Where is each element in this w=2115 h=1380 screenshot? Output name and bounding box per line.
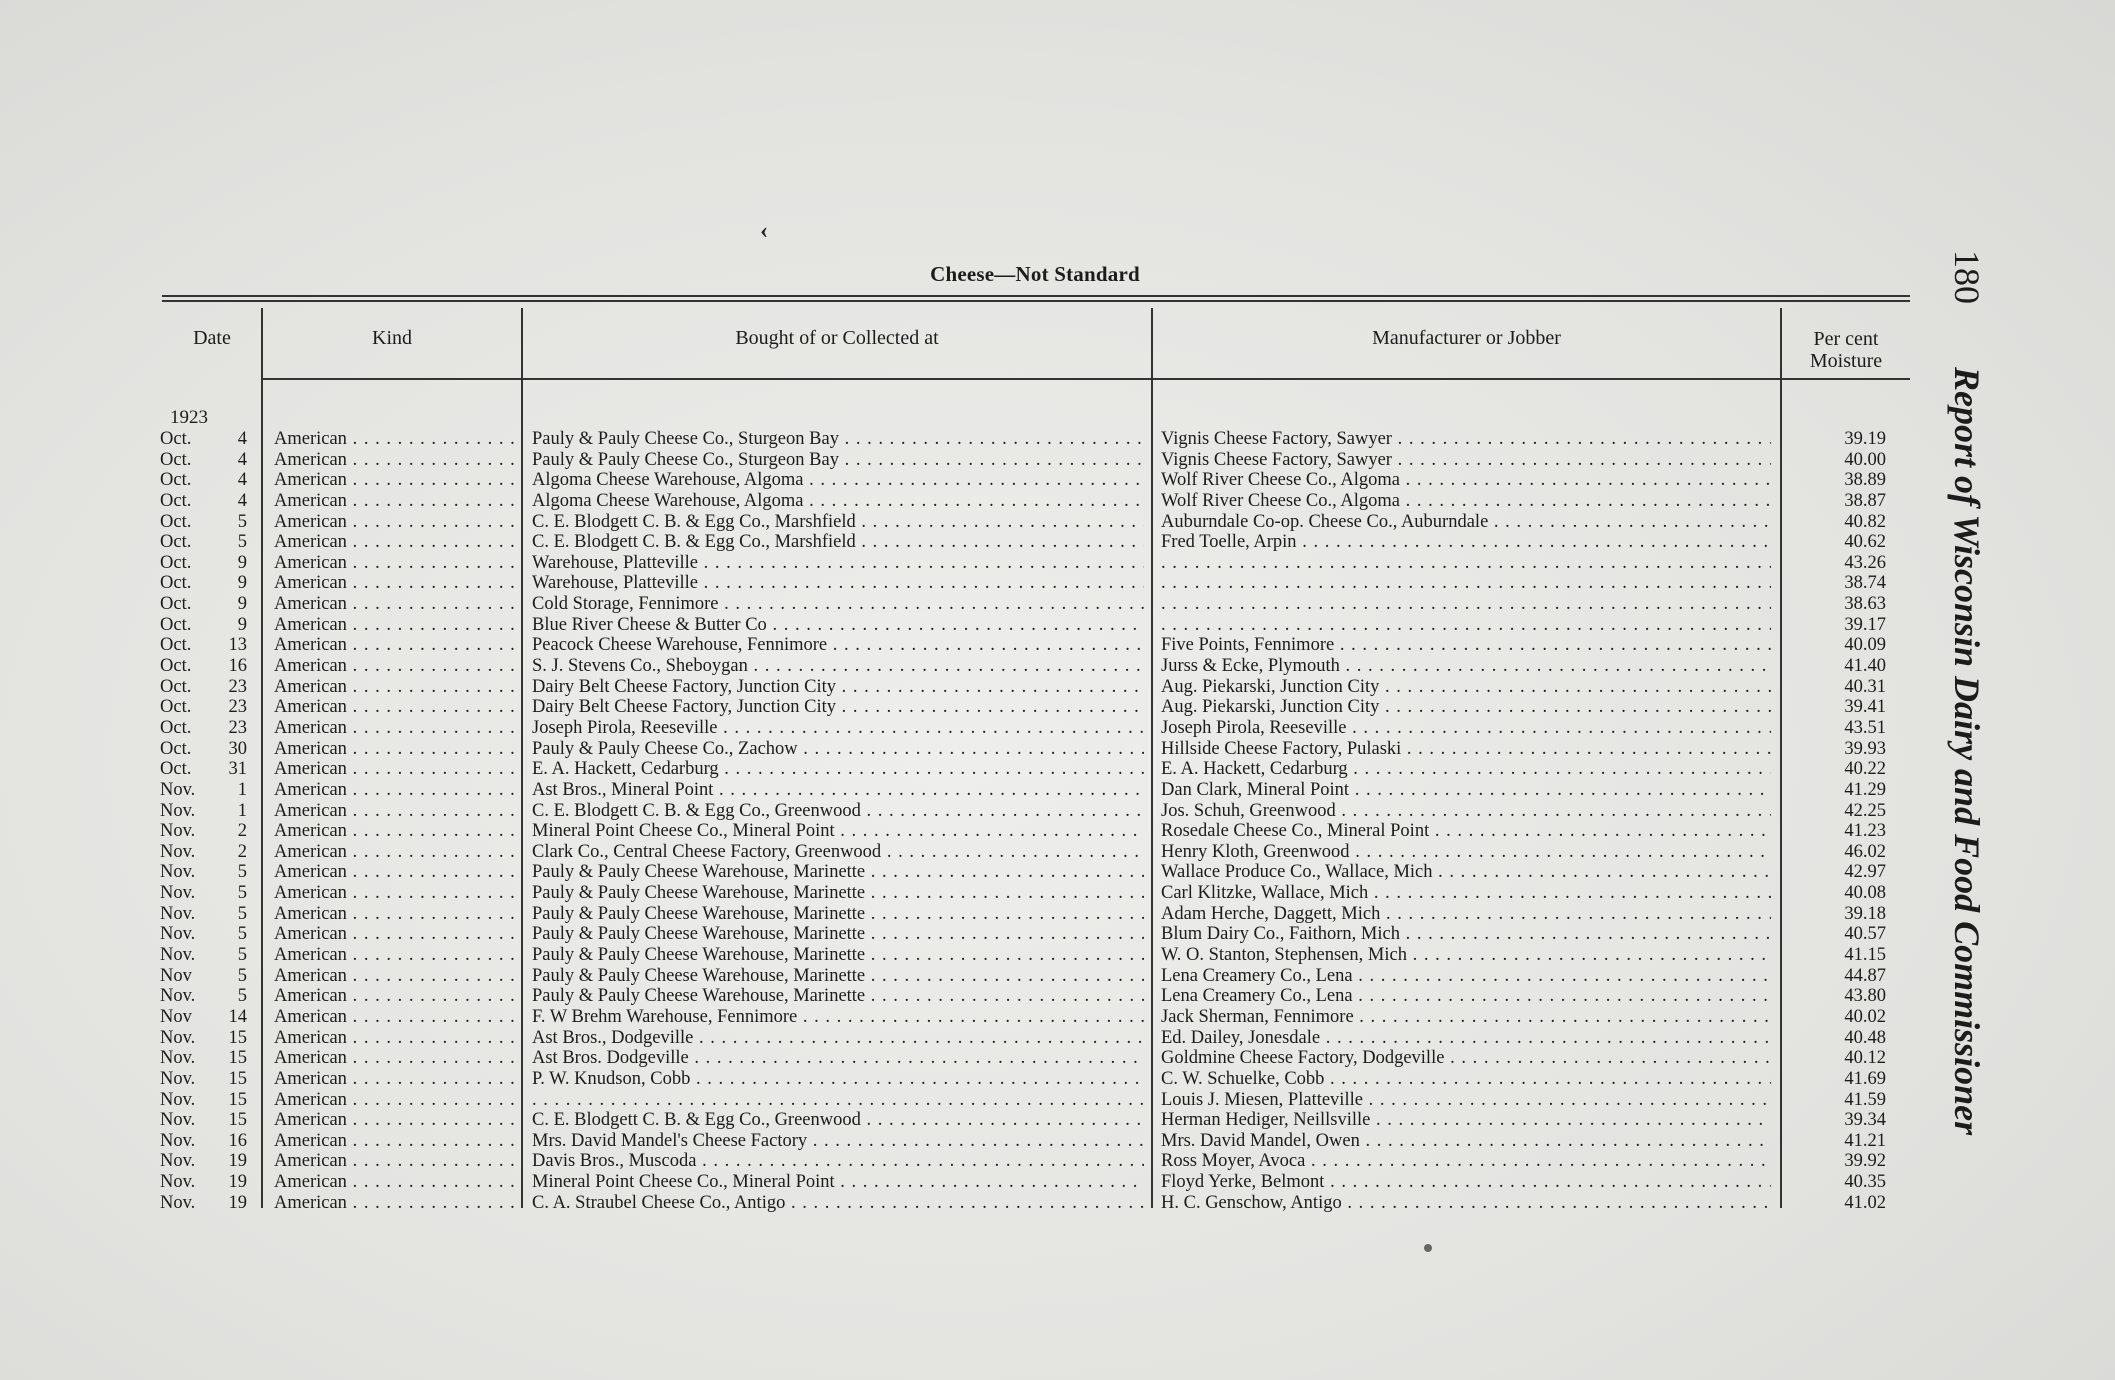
date-month-cell: Oct.	[160, 717, 192, 738]
date-day-cell: 2	[237, 821, 247, 842]
date-month-cell: Oct.	[160, 573, 192, 594]
table-row	[0, 532, 2115, 553]
table-row	[0, 697, 2115, 718]
bought-cell: Warehouse, Platteville . . .	[532, 553, 1144, 574]
kind-cell: American . . .	[274, 512, 514, 533]
header-underline	[1782, 378, 1910, 380]
bought-cell: Ast Bros., Dodgeville . . .	[532, 1028, 1144, 1049]
moisture-cell: 40.62	[1844, 532, 1886, 553]
table-row	[0, 801, 2115, 822]
moisture-cell: 38.63	[1844, 594, 1886, 615]
date-month-cell: Nov.	[160, 1027, 196, 1048]
date-day-cell: 5	[237, 511, 247, 532]
bought-cell: Pauly & Pauly Cheese Co., Sturgeon Bay . . .	[532, 429, 1144, 450]
table-row	[0, 780, 2115, 801]
date-month-cell: Nov.	[160, 924, 196, 945]
moisture-cell: 41.59	[1844, 1089, 1886, 1110]
bought-cell: Ast Bros. Dodgeville . . .	[532, 1048, 1144, 1069]
manufacturer-cell	[1161, 573, 1771, 594]
kind-cell: American . . .	[274, 470, 514, 491]
kind-cell: American . . .	[274, 573, 514, 594]
bought-cell: Pauly & Pauly Cheese Co., Sturgeon Bay . . .	[532, 450, 1144, 471]
moisture-cell: 40.09	[1844, 635, 1886, 656]
moisture-cell: 41.29	[1844, 779, 1886, 800]
top-rule-2	[162, 300, 1910, 302]
table-row	[0, 1048, 2115, 1069]
table-row	[0, 986, 2115, 1007]
manufacturer-cell: Five Points, Fennimore . . .	[1161, 635, 1771, 656]
date-day-cell: 15	[228, 1068, 247, 1089]
moisture-cell: 40.82	[1844, 511, 1886, 532]
date-day-cell: 16	[228, 656, 247, 677]
date-month-cell: Nov.	[160, 1172, 196, 1193]
manufacturer-cell	[1161, 615, 1771, 636]
header-bought: Bought of or Collected at	[735, 327, 939, 349]
bought-cell: Algoma Cheese Warehouse, Algoma . . .	[532, 491, 1144, 512]
header-date: Date	[193, 327, 231, 349]
kind-cell: American . . .	[274, 862, 514, 883]
date-month-cell: Oct.	[160, 470, 192, 491]
kind-cell: American . . .	[274, 450, 514, 471]
bought-cell: Blue River Cheese & Butter Co . . .	[532, 615, 1144, 636]
date-month-cell: Nov.	[160, 945, 196, 966]
moisture-cell: 46.02	[1844, 841, 1886, 862]
table-row	[0, 1151, 2115, 1172]
date-month-cell: Nov.	[160, 1130, 196, 1151]
table-row	[0, 1172, 2115, 1193]
bought-cell: Mrs. David Mandel's Cheese Factory . . .	[532, 1131, 1144, 1152]
bought-cell: Pauly & Pauly Cheese Warehouse, Marinette . . .	[532, 862, 1144, 883]
date-month-cell: Oct.	[160, 738, 192, 759]
date-day-cell: 1	[237, 779, 247, 800]
table-row	[0, 470, 2115, 491]
moisture-cell: 39.92	[1844, 1151, 1886, 1172]
manufacturer-cell: Herman Hediger, Neillsville . . .	[1161, 1110, 1771, 1131]
ink-speck	[1424, 1244, 1432, 1252]
moisture-cell: 44.87	[1844, 965, 1886, 986]
kind-cell: American . . .	[274, 1090, 514, 1111]
table-row	[0, 945, 2115, 966]
date-day-cell: 5	[237, 945, 247, 966]
moisture-cell: 39.41	[1844, 697, 1886, 718]
date-month-cell: Nov.	[160, 1110, 196, 1131]
bought-cell: Peacock Cheese Warehouse, Fennimore . . .	[532, 635, 1144, 656]
date-day-cell: 4	[237, 470, 247, 491]
date-day-cell: 15	[228, 1110, 247, 1131]
manufacturer-cell: Dan Clark, Mineral Point . . .	[1161, 780, 1771, 801]
side-running-head	[1946, 250, 1988, 1135]
table-row	[0, 573, 2115, 594]
bought-cell: Joseph Pirola, Reeseville . . .	[532, 718, 1144, 739]
table-row	[0, 1110, 2115, 1131]
table-row	[0, 821, 2115, 842]
manufacturer-cell: Lena Creamery Co., Lena . . .	[1161, 986, 1771, 1007]
table-row	[0, 553, 2115, 574]
date-month-cell: Nov.	[160, 862, 196, 883]
bought-cell: C. E. Blodgett C. B. & Egg Co., Marshfield . . .	[532, 532, 1144, 553]
bought-cell: Davis Bros., Muscoda . . .	[532, 1151, 1144, 1172]
date-day-cell: 1	[237, 800, 247, 821]
date-day-cell: 23	[228, 717, 247, 738]
kind-cell: American . . .	[274, 697, 514, 718]
moisture-cell: 40.35	[1844, 1172, 1886, 1193]
manufacturer-cell: Goldmine Cheese Factory, Dodgeville . . .	[1161, 1048, 1771, 1069]
table-row	[0, 677, 2115, 698]
manufacturer-cell: Wallace Produce Co., Wallace, Mich . . .	[1161, 862, 1771, 883]
date-day-cell: 5	[237, 862, 247, 883]
bought-cell: C. E. Blodgett C. B. & Egg Co., Greenwood . . .	[532, 1110, 1144, 1131]
manufacturer-cell: Joseph Pirola, Reeseville . . .	[1161, 718, 1771, 739]
table-row	[0, 1193, 2115, 1214]
date-month-cell: Nov.	[160, 986, 196, 1007]
kind-cell: American . . .	[274, 966, 514, 987]
manufacturer-cell: Aug. Piekarski, Junction City . . .	[1161, 697, 1771, 718]
date-day-cell: 9	[237, 594, 247, 615]
table-row	[0, 491, 2115, 512]
date-month-cell: Nov.	[160, 800, 196, 821]
date-month-cell: Oct.	[160, 552, 192, 573]
moisture-cell: 40.31	[1844, 676, 1886, 697]
moisture-cell: 41.21	[1844, 1130, 1886, 1151]
manufacturer-cell: Adam Herche, Daggett, Mich . . .	[1161, 904, 1771, 925]
manufacturer-cell: Lena Creamery Co., Lena . . .	[1161, 966, 1771, 987]
table-row	[0, 656, 2115, 677]
manufacturer-cell: Vignis Cheese Factory, Sawyer . . .	[1161, 450, 1771, 471]
bought-cell: E. A. Hackett, Cedarburg . . .	[532, 759, 1144, 780]
kind-cell: American . . .	[274, 759, 514, 780]
bought-cell: Algoma Cheese Warehouse, Algoma . . .	[532, 470, 1144, 491]
manufacturer-cell	[1161, 594, 1771, 615]
date-month-cell: Oct.	[160, 490, 192, 511]
date-day-cell: 9	[237, 573, 247, 594]
table-row	[0, 842, 2115, 863]
moisture-cell: 43.26	[1844, 552, 1886, 573]
date-month-cell: Nov.	[160, 1089, 196, 1110]
moisture-cell: 39.18	[1844, 903, 1886, 924]
date-month-cell: Oct.	[160, 697, 192, 718]
manufacturer-cell: Vignis Cheese Factory, Sawyer . . .	[1161, 429, 1771, 450]
moisture-cell: 40.22	[1844, 759, 1886, 780]
kind-cell: American . . .	[274, 429, 514, 450]
moisture-cell: 40.00	[1844, 449, 1886, 470]
date-month-cell: Oct.	[160, 594, 192, 615]
kind-cell: American . . .	[274, 718, 514, 739]
kind-cell: American . . .	[274, 1028, 514, 1049]
kind-cell: American . . .	[274, 532, 514, 553]
date-day-cell: 4	[237, 449, 247, 470]
manufacturer-cell: E. A. Hackett, Cedarburg . . .	[1161, 759, 1771, 780]
table-row	[0, 450, 2115, 471]
manufacturer-cell: Floyd Yerke, Belmont . . .	[1161, 1172, 1771, 1193]
kind-cell: American . . .	[274, 1193, 514, 1214]
bought-cell: Pauly & Pauly Cheese Co., Zachow . . .	[532, 739, 1144, 760]
date-day-cell: 13	[228, 635, 247, 656]
date-day-cell: 19	[228, 1192, 247, 1213]
table-row	[0, 966, 2115, 987]
manufacturer-cell: Wolf River Cheese Co., Algoma . . .	[1161, 491, 1771, 512]
kind-cell: American . . .	[274, 945, 514, 966]
manufacturer-cell: Aug. Piekarski, Junction City . . .	[1161, 677, 1771, 698]
bought-cell: Mineral Point Cheese Co., Mineral Point . . .	[532, 1172, 1144, 1193]
moisture-cell: 39.93	[1844, 738, 1886, 759]
header-underline	[1153, 378, 1780, 380]
manufacturer-cell: Jurss & Ecke, Plymouth . . .	[1161, 656, 1771, 677]
kind-cell: American . . .	[274, 615, 514, 636]
kind-cell: American . . .	[274, 1048, 514, 1069]
header-kind: Kind	[372, 327, 412, 349]
date-day-cell: 19	[228, 1151, 247, 1172]
table-row	[0, 1131, 2115, 1152]
date-day-cell: 31	[228, 759, 247, 780]
table-row	[0, 1069, 2115, 1090]
moisture-cell: 38.74	[1844, 573, 1886, 594]
table-row	[0, 1090, 2115, 1111]
kind-cell: American . . .	[274, 491, 514, 512]
date-month-cell: Nov	[160, 965, 192, 986]
table-row	[0, 739, 2115, 760]
date-month-cell: Nov.	[160, 1068, 196, 1089]
moisture-cell: 40.48	[1844, 1027, 1886, 1048]
date-day-cell: 5	[237, 924, 247, 945]
table-title: Cheese—Not Standard	[930, 262, 1140, 286]
date-month-cell: Oct.	[160, 656, 192, 677]
date-month-cell: Nov	[160, 1006, 192, 1027]
date-month-cell: Oct.	[160, 532, 192, 553]
kind-cell: American . . .	[274, 677, 514, 698]
manufacturer-cell: Blum Dairy Co., Faithorn, Mich . . .	[1161, 924, 1771, 945]
bought-cell: Pauly & Pauly Cheese Warehouse, Marinette . . .	[532, 904, 1144, 925]
moisture-cell: 39.34	[1844, 1110, 1886, 1131]
manufacturer-cell: Auburndale Co-op. Cheese Co., Auburndale . . .	[1161, 512, 1771, 533]
kind-cell: American . . .	[274, 780, 514, 801]
manufacturer-cell: Jack Sherman, Fennimore . . .	[1161, 1007, 1771, 1028]
date-month-cell: Nov.	[160, 779, 196, 800]
moisture-cell: 40.02	[1844, 1006, 1886, 1027]
bought-cell: Mineral Point Cheese Co., Mineral Point . . .	[532, 821, 1144, 842]
date-month-cell: Oct.	[160, 429, 192, 449]
date-day-cell: 16	[228, 1130, 247, 1151]
date-month-cell: Oct.	[160, 511, 192, 532]
moisture-cell: 43.80	[1844, 986, 1886, 1007]
year-label: 1923	[170, 407, 208, 428]
moisture-cell: 40.08	[1844, 883, 1886, 904]
moisture-cell: 41.02	[1844, 1192, 1886, 1213]
kind-cell: American . . .	[274, 656, 514, 677]
manufacturer-cell: Fred Toelle, Arpin . . .	[1161, 532, 1771, 553]
header-moisture	[1782, 328, 1910, 372]
table-row	[0, 904, 2115, 925]
bought-cell: Pauly & Pauly Cheese Warehouse, Marinette . . .	[532, 966, 1144, 987]
manufacturer-cell: Rosedale Cheese Co., Mineral Point . . .	[1161, 821, 1771, 842]
table-row	[0, 718, 2115, 739]
table-row	[0, 1028, 2115, 1049]
bought-cell	[532, 1090, 1144, 1111]
bought-cell: S. J. Stevens Co., Sheboygan . . .	[532, 656, 1144, 677]
manufacturer-cell: Ed. Dailey, Jonesdale . . .	[1161, 1028, 1771, 1049]
kind-cell: American . . .	[274, 553, 514, 574]
table-row	[0, 615, 2115, 636]
moisture-cell: 41.40	[1844, 656, 1886, 677]
kind-cell: American . . .	[274, 842, 514, 863]
manufacturer-cell: C. W. Schuelke, Cobb . . .	[1161, 1069, 1771, 1090]
date-month-cell: Oct.	[160, 449, 192, 470]
kind-cell: American . . .	[274, 1151, 514, 1172]
table-row	[0, 635, 2115, 656]
date-day-cell: 2	[237, 841, 247, 862]
moisture-cell: 41.15	[1844, 945, 1886, 966]
table-row	[0, 924, 2115, 945]
date-day-cell: 5	[237, 532, 247, 553]
kind-cell: American . . .	[274, 1007, 514, 1028]
date-month-cell: Nov.	[160, 903, 196, 924]
table-row	[0, 759, 2115, 780]
table-row	[0, 429, 2115, 450]
moisture-cell: 41.23	[1844, 821, 1886, 842]
table-row	[0, 594, 2115, 615]
date-day-cell: 5	[237, 986, 247, 1007]
kind-cell: American . . .	[274, 924, 514, 945]
date-day-cell: 5	[237, 883, 247, 904]
bought-cell: Ast Bros., Mineral Point . . .	[532, 780, 1144, 801]
date-day-cell: 23	[228, 676, 247, 697]
kind-cell: American . . .	[274, 594, 514, 615]
date-day-cell: 5	[237, 903, 247, 924]
date-month-cell: Nov.	[160, 821, 196, 842]
kind-cell: American . . .	[274, 904, 514, 925]
date-day-cell: 19	[228, 1172, 247, 1193]
moisture-cell: 43.51	[1844, 717, 1886, 738]
bought-cell: C. E. Blodgett C. B. & Egg Co., Greenwood . . .	[532, 801, 1144, 822]
bought-cell: C. A. Straubel Cheese Co., Antigo . . .	[532, 1193, 1144, 1214]
date-month-cell: Nov.	[160, 841, 196, 862]
manufacturer-cell	[1161, 553, 1771, 574]
manufacturer-cell: H. C. Genschow, Antigo . . .	[1161, 1193, 1771, 1214]
manufacturer-cell: Henry Kloth, Greenwood . . .	[1161, 842, 1771, 863]
bought-cell: Clark Co., Central Cheese Factory, Greenwood . . .	[532, 842, 1144, 863]
date-month-cell: Oct.	[160, 635, 192, 656]
manufacturer-cell: Hillside Cheese Factory, Pulaski . . .	[1161, 739, 1771, 760]
manufacturer-cell: Jos. Schuh, Greenwood . . .	[1161, 801, 1771, 822]
kind-cell: American . . .	[274, 1110, 514, 1131]
kind-cell: American . . .	[274, 1069, 514, 1090]
table-row	[0, 1007, 2115, 1028]
table-row	[0, 512, 2115, 533]
bought-cell: P. W. Knudson, Cobb . . .	[532, 1069, 1144, 1090]
table-row	[0, 862, 2115, 883]
date-day-cell: 4	[237, 429, 247, 449]
bought-cell: F. W Brehm Warehouse, Fennimore . . .	[532, 1007, 1144, 1028]
header-underline	[263, 378, 521, 380]
manufacturer-cell: Ross Moyer, Avoca . . .	[1161, 1151, 1771, 1172]
moisture-cell: 39.17	[1844, 614, 1886, 635]
bought-cell: Cold Storage, Fennimore . . .	[532, 594, 1144, 615]
header-underline	[523, 378, 1151, 380]
date-day-cell: 4	[237, 490, 247, 511]
date-month-cell: Oct.	[160, 676, 192, 697]
date-day-cell: 9	[237, 552, 247, 573]
moisture-cell: 40.57	[1844, 924, 1886, 945]
kind-cell: American . . .	[274, 821, 514, 842]
kind-cell: American . . .	[274, 986, 514, 1007]
date-day-cell: 15	[228, 1027, 247, 1048]
date-month-cell: Nov.	[160, 1192, 196, 1213]
date-month-cell: Nov.	[160, 1048, 196, 1069]
moisture-cell: 40.12	[1844, 1048, 1886, 1069]
date-month-cell: Nov.	[160, 883, 196, 904]
bought-cell: Pauly & Pauly Cheese Warehouse, Marinette . . .	[532, 883, 1144, 904]
date-day-cell: 14	[228, 1006, 247, 1027]
moisture-cell: 42.97	[1844, 862, 1886, 883]
bought-cell: C. E. Blodgett C. B. & Egg Co., Marshfield . . .	[532, 512, 1144, 533]
date-month-cell: Oct.	[160, 759, 192, 780]
bought-cell: Dairy Belt Cheese Factory, Junction City . . .	[532, 677, 1144, 698]
moisture-cell: 41.69	[1844, 1068, 1886, 1089]
kind-cell: American . . .	[274, 801, 514, 822]
moisture-cell: 42.25	[1844, 800, 1886, 821]
date-day-cell: 15	[228, 1048, 247, 1069]
moisture-cell: 38.87	[1844, 490, 1886, 511]
top-rule-1	[162, 295, 1910, 297]
bought-cell: Pauly & Pauly Cheese Warehouse, Marinette . . .	[532, 945, 1144, 966]
manufacturer-cell: Wolf River Cheese Co., Algoma . . .	[1161, 470, 1771, 491]
date-month-cell: Nov.	[160, 1151, 196, 1172]
manufacturer-cell: Carl Klitzke, Wallace, Mich . . .	[1161, 883, 1771, 904]
date-month-cell: Oct.	[160, 614, 192, 635]
moisture-cell: 39.19	[1844, 429, 1886, 449]
kind-cell: American . . .	[274, 1172, 514, 1193]
header-manufacturer: Manufacturer or Jobber	[1372, 327, 1561, 349]
stray-mark: ‹	[760, 218, 768, 244]
manufacturer-cell: W. O. Stanton, Stephensen, Mich . . .	[1161, 945, 1771, 966]
table-row	[0, 883, 2115, 904]
date-day-cell: 9	[237, 614, 247, 635]
header-moisture-line2: Moisture	[1809, 350, 1883, 372]
table-body	[0, 429, 2115, 1213]
manufacturer-cell: Mrs. David Mandel, Owen . . .	[1161, 1131, 1771, 1152]
bought-cell: Pauly & Pauly Cheese Warehouse, Marinette . . .	[532, 986, 1144, 1007]
running-head: Report of Wisconsin Dairy and Food Commissioner	[1947, 367, 1987, 1136]
manufacturer-cell: Louis J. Miesen, Platteville . . .	[1161, 1090, 1771, 1111]
date-day-cell: 5	[237, 965, 247, 986]
bought-cell: Pauly & Pauly Cheese Warehouse, Marinette . . .	[532, 924, 1144, 945]
date-day-cell: 15	[228, 1089, 247, 1110]
date-day-cell: 23	[228, 697, 247, 718]
kind-cell: American . . .	[274, 883, 514, 904]
kind-cell: American . . .	[274, 635, 514, 656]
moisture-cell: 38.89	[1844, 470, 1886, 491]
date-day-cell: 30	[228, 738, 247, 759]
kind-cell: American . . .	[274, 1131, 514, 1152]
kind-cell: American . . .	[274, 739, 514, 760]
bought-cell: Dairy Belt Cheese Factory, Junction City . . .	[532, 697, 1144, 718]
header-moisture-line1: Per cent	[1813, 328, 1879, 350]
bought-cell: Warehouse, Platteville . . .	[532, 573, 1144, 594]
page-number: 180	[1947, 250, 1987, 304]
